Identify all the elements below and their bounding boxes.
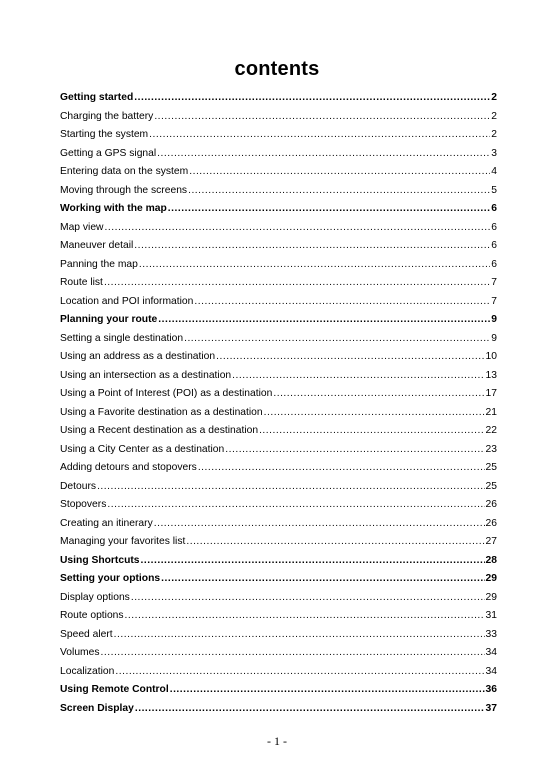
toc-entry-page-number: 25 xyxy=(485,480,497,492)
toc-entry-label: Setting your options xyxy=(60,573,161,584)
toc-entry-page-number: 26 xyxy=(485,517,497,529)
toc-entry-page-number: 28 xyxy=(485,554,497,566)
toc-entry-page-number: 22 xyxy=(485,425,497,436)
toc-entry-label: Location and POI information xyxy=(60,295,194,307)
toc-entry xyxy=(60,108,497,127)
table-of-contents xyxy=(60,89,497,718)
dot-leader xyxy=(198,459,485,478)
dot-leader xyxy=(170,681,485,700)
toc-section-entry xyxy=(60,681,497,700)
toc-entry-label: Moving through the screens xyxy=(60,184,188,196)
toc-entry xyxy=(60,293,497,312)
toc-entry-label: Detours xyxy=(60,480,97,492)
toc-entry-label: Panning the map xyxy=(60,258,138,270)
toc-entry xyxy=(60,367,497,386)
toc-entry xyxy=(60,256,497,275)
dot-leader xyxy=(273,385,484,404)
dot-leader xyxy=(154,108,490,127)
toc-entry-label: Map view xyxy=(60,221,104,233)
dot-leader xyxy=(157,145,490,164)
dot-leader xyxy=(134,89,490,108)
toc-entry-page-number: 31 xyxy=(485,610,497,621)
toc-entry-page-number: 9 xyxy=(491,314,497,325)
toc-entry-label: Creating an itinerary xyxy=(60,517,153,529)
toc-entry-page-number: 23 xyxy=(485,443,497,455)
toc-entry-page-number: 34 xyxy=(485,647,497,658)
toc-entry-page-number: 34 xyxy=(485,665,497,677)
toc-entry-label: Adding detours and stopovers xyxy=(60,462,197,473)
toc-entry-page-number: 4 xyxy=(491,166,497,177)
toc-entry-label: Route list xyxy=(60,277,103,288)
toc-entry xyxy=(60,126,497,145)
toc-entry xyxy=(60,330,497,349)
toc-entry-page-number: 7 xyxy=(491,277,497,288)
toc-entry-label: Entering data on the system xyxy=(60,166,189,177)
toc-entry-label: Using a Favorite destination as a destination xyxy=(60,406,263,418)
toc-entry xyxy=(60,404,497,423)
toc-entry xyxy=(60,496,497,515)
dot-leader xyxy=(135,700,485,719)
toc-entry xyxy=(60,422,497,441)
toc-entry-page-number: 6 xyxy=(491,258,497,270)
toc-entry-page-number: 7 xyxy=(491,295,497,307)
toc-entry xyxy=(60,274,497,293)
toc-section-entry xyxy=(60,200,497,219)
toc-entry-page-number: 5 xyxy=(491,184,497,196)
dot-leader xyxy=(141,552,485,571)
dot-leader xyxy=(107,496,484,515)
toc-entry-label: Speed alert xyxy=(60,628,113,640)
page-number: - 1 - xyxy=(267,734,287,748)
toc-entry-page-number: 33 xyxy=(485,628,497,640)
dot-leader xyxy=(184,330,490,349)
toc-entry-page-number: 21 xyxy=(485,406,497,418)
toc-entry-label: Volumes xyxy=(60,647,100,658)
toc-entry-label: Planning your route xyxy=(60,314,158,325)
toc-entry xyxy=(60,385,497,404)
toc-entry-label: Charging the battery xyxy=(60,110,154,122)
toc-entry xyxy=(60,182,497,201)
toc-entry xyxy=(60,145,497,164)
page-title: contents xyxy=(234,58,320,80)
toc-entry-page-number: 37 xyxy=(485,702,497,714)
dot-leader xyxy=(114,626,485,645)
toc-entry-label: Working with the map xyxy=(60,203,167,214)
toc-entry-page-number: 29 xyxy=(485,591,497,603)
dot-leader xyxy=(101,644,485,663)
dot-leader xyxy=(97,478,484,497)
toc-entry xyxy=(60,237,497,256)
toc-entry xyxy=(60,607,497,626)
dot-leader xyxy=(161,570,484,589)
toc-entry-page-number: 6 xyxy=(491,203,497,214)
toc-section-entry xyxy=(60,570,497,589)
dot-leader xyxy=(188,182,490,201)
toc-entry xyxy=(60,589,497,608)
toc-entry xyxy=(60,533,497,552)
toc-entry-label: Setting a single destination xyxy=(60,332,184,344)
toc-entry-page-number: 3 xyxy=(491,147,497,159)
dot-leader xyxy=(168,200,490,219)
toc-entry-page-number: 6 xyxy=(491,240,497,251)
toc-entry xyxy=(60,515,497,534)
dot-leader xyxy=(189,163,490,182)
dot-leader xyxy=(158,311,490,330)
toc-entry-page-number: 9 xyxy=(491,332,497,344)
dot-leader xyxy=(134,237,490,256)
toc-entry-label: Localization xyxy=(60,665,115,677)
dot-leader xyxy=(259,422,484,441)
toc-entry-page-number: 29 xyxy=(485,573,497,584)
toc-entry xyxy=(60,441,497,460)
toc-entry-page-number: 17 xyxy=(485,388,497,399)
toc-entry-page-number: 36 xyxy=(485,684,497,695)
dot-leader xyxy=(216,348,484,367)
toc-entry-page-number: 10 xyxy=(485,351,497,362)
toc-entry-label: Using a Point of Interest (POI) as a destination xyxy=(60,388,273,399)
dot-leader xyxy=(104,274,490,293)
dot-leader xyxy=(149,126,490,145)
dot-leader xyxy=(125,607,485,626)
dot-leader xyxy=(154,515,485,534)
toc-entry xyxy=(60,219,497,238)
toc-entry xyxy=(60,626,497,645)
toc-section-entry xyxy=(60,311,497,330)
toc-entry xyxy=(60,478,497,497)
toc-entry-page-number: 2 xyxy=(491,110,497,122)
toc-entry-page-number: 26 xyxy=(485,499,497,510)
toc-entry-label: Using an intersection as a destination xyxy=(60,369,232,381)
dot-leader xyxy=(225,441,484,460)
dot-leader xyxy=(264,404,485,423)
toc-entry-label: Display options xyxy=(60,591,130,603)
dot-leader xyxy=(232,367,484,386)
toc-entry xyxy=(60,163,497,182)
dot-leader xyxy=(186,533,484,552)
toc-entry-label: Using Shortcuts xyxy=(60,554,140,566)
dot-leader xyxy=(105,219,491,238)
toc-entry-label: Using a City Center as a destination xyxy=(60,443,225,455)
toc-entry-label: Screen Display xyxy=(60,702,134,714)
toc-entry-label: Stopovers xyxy=(60,499,107,510)
toc-entry-label: Route options xyxy=(60,610,124,621)
dot-leader xyxy=(139,256,490,275)
toc-section-entry xyxy=(60,89,497,108)
toc-entry-label: Getting started xyxy=(60,92,134,103)
toc-entry-label: Managing your favorites list xyxy=(60,536,186,547)
toc-entry-page-number: 13 xyxy=(485,369,497,381)
toc-entry-page-number: 2 xyxy=(491,92,497,103)
toc-entry-page-number: 25 xyxy=(485,462,497,473)
toc-entry-page-number: 6 xyxy=(491,221,497,233)
toc-entry-label: Using a Recent destination as a destination xyxy=(60,425,259,436)
toc-entry-page-number: 27 xyxy=(485,536,497,547)
dot-leader xyxy=(194,293,490,312)
toc-entry-label: Starting the system xyxy=(60,129,149,140)
toc-entry xyxy=(60,663,497,682)
toc-entry-label: Getting a GPS signal xyxy=(60,147,157,159)
dot-leader xyxy=(131,589,485,608)
toc-entry-label: Maneuver detail xyxy=(60,240,134,251)
toc-entry xyxy=(60,348,497,367)
toc-entry xyxy=(60,644,497,663)
toc-section-entry xyxy=(60,552,497,571)
dot-leader xyxy=(115,663,484,682)
toc-entry-label: Using Remote Control xyxy=(60,684,169,695)
toc-entry-label: Using an address as a destination xyxy=(60,351,216,362)
toc-entry xyxy=(60,459,497,478)
toc-section-entry xyxy=(60,700,497,719)
toc-entry-page-number: 2 xyxy=(491,129,497,140)
